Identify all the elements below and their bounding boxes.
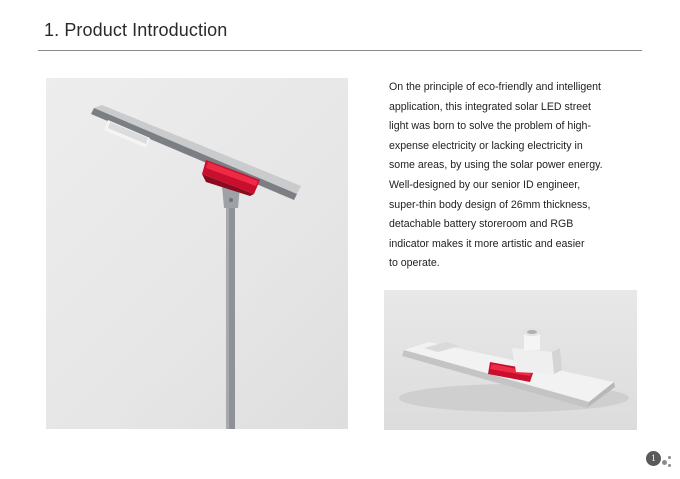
section-title: 1. Product Introduction <box>44 20 228 40</box>
decor-dot <box>668 456 671 459</box>
product-photo-detail <box>384 290 637 430</box>
product-photo-pole <box>46 78 348 429</box>
page-number-badge <box>646 451 676 471</box>
street-light-illustration <box>46 78 348 429</box>
decor-dot <box>662 460 667 465</box>
street-light-closeup-illustration <box>384 290 637 430</box>
product-description: On the principle of eco-friendly and intelligent application, this integrated solar LED street light was born to solve the problem of high- expense electricity or lacking electricity in some areas, by using the solar power energy. Well-designed by our senior ID engineer, super-thin body design of 26mm thickness, detachable battery storeroom and RGB indicator makes it more artistic and easier to operate. <box>389 81 603 270</box>
page-number: 1 <box>646 451 661 466</box>
title-divider <box>38 50 642 51</box>
decor-dot <box>668 464 671 467</box>
